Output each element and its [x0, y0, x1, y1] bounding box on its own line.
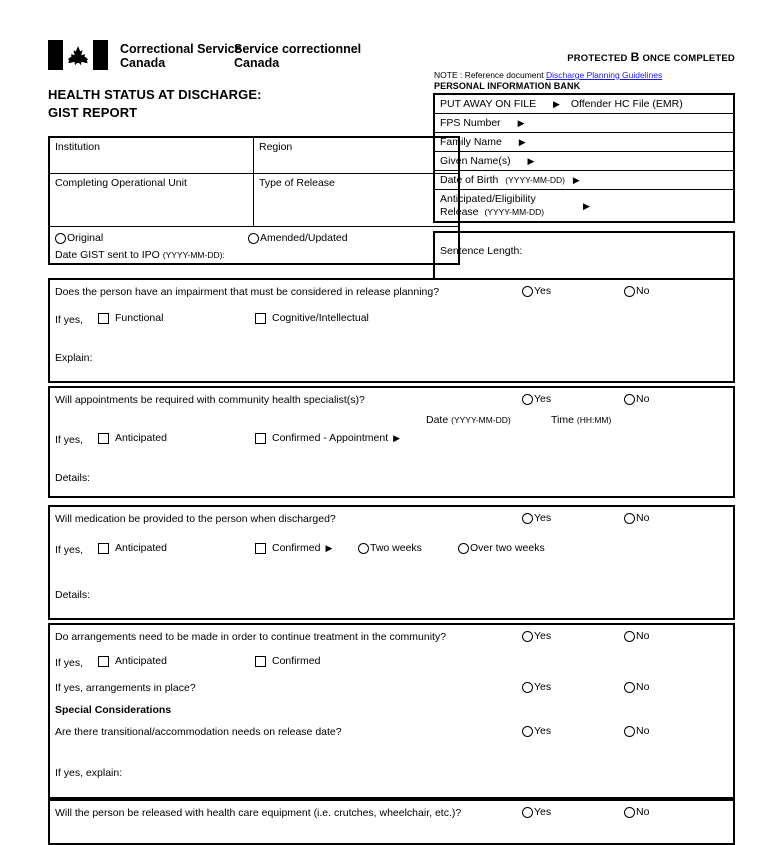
checkbox-label: Confirmed [272, 542, 321, 554]
section-equipment [48, 799, 735, 845]
medication-details-field[interactable] [55, 589, 90, 601]
radio-circle-icon [522, 726, 533, 737]
pib-row-put-away-on-file[interactable] [434, 94, 734, 114]
if-yes-label: If yes, [55, 544, 84, 556]
appointments-no-radio[interactable] [624, 393, 649, 405]
radio-amended-updated[interactable] [248, 232, 348, 245]
radio-circle-icon [522, 631, 533, 642]
impairment-cognitive-checkbox[interactable] [255, 312, 369, 324]
pib-label-line2: Release [440, 206, 479, 218]
wordmark-fr-line1: Service correctionnel [234, 42, 362, 56]
checkbox-icon [98, 656, 109, 667]
region-label: Region [259, 141, 293, 153]
institution-details-table [48, 136, 460, 265]
transitional-needs-no-radio[interactable] [624, 725, 649, 737]
pib-row-family-name[interactable] [434, 133, 734, 152]
date-label: Date [426, 414, 449, 426]
checkbox-icon [98, 313, 109, 324]
sentence-length-field[interactable] [434, 232, 734, 281]
impairment-yes-radio[interactable] [522, 285, 551, 297]
checkbox-icon [255, 543, 266, 554]
pib-format-hint: (YYYY-MM-DD) [505, 175, 565, 185]
appointment-date-label-group [426, 414, 511, 426]
no-label: No [636, 806, 650, 818]
wordmark-en-line2: Canada [120, 56, 166, 70]
table-row [434, 171, 734, 190]
no-label: No [636, 630, 650, 642]
type-of-release-field[interactable] [254, 174, 460, 227]
protected-suffix: ONCE COMPLETED [642, 53, 735, 64]
impairment-question: Does the person have an impairment that must be considered in release planning? [55, 286, 440, 298]
time-format: (HH:MM) [576, 415, 612, 425]
details-label: Details: [55, 589, 91, 601]
if-yes-label: If yes, [55, 657, 84, 669]
region-field[interactable] [254, 137, 460, 174]
yes-label: Yes [534, 512, 552, 524]
section-appointments [48, 386, 735, 498]
no-label: No [636, 285, 650, 297]
sentence-length-table [433, 231, 735, 282]
operational-unit-label: Completing Operational Unit [55, 177, 187, 189]
checkbox-label: Anticipated [115, 542, 167, 554]
personal-information-bank-heading: PERSONAL INFORMATION BANK [434, 81, 581, 91]
medication-confirmed-checkbox[interactable] [255, 542, 332, 554]
section-impairment [48, 278, 735, 383]
radio-original[interactable] [55, 232, 103, 245]
wordmark-french [234, 42, 361, 70]
section-medication [48, 505, 735, 620]
arrangements-in-place-no-radio[interactable] [624, 681, 649, 693]
arrangements-yes-radio[interactable] [522, 630, 551, 642]
sentence-length-label: Sentence Length: [440, 245, 523, 257]
table-row [434, 133, 734, 152]
equipment-yes-radio[interactable] [522, 806, 551, 818]
institution-label: Institution [55, 141, 100, 153]
wordmark-en-line1: Correctional Service [120, 42, 242, 56]
checkbox-icon [98, 433, 109, 444]
pib-label: Anticipated/Eligibility [440, 193, 536, 205]
triangle-marker-icon: ▶ [583, 201, 590, 211]
checkbox-label: Confirmed - Appointment [272, 432, 389, 444]
medication-yes-radio[interactable] [522, 512, 551, 524]
checkbox-label: Cognitive/Intellectual [272, 312, 369, 324]
table-row [49, 227, 459, 265]
pib-label: PUT AWAY ON FILE [440, 98, 537, 110]
radio-label: Two weeks [370, 542, 422, 554]
yes-label: Yes [534, 681, 552, 693]
operational-unit-field[interactable] [49, 174, 254, 227]
if-yes-label: If yes, [55, 314, 84, 326]
pib-format-hint: (YYYY-MM-DD) [484, 207, 545, 217]
radio-circle-icon [624, 682, 635, 693]
canada-flag-icon [48, 40, 108, 70]
triangle-marker-icon: ▶ [517, 118, 525, 128]
yes-label: Yes [534, 725, 552, 737]
pib-row-fps-number[interactable] [434, 114, 734, 133]
pib-label: Date of Birth [440, 174, 499, 186]
triangle-marker-icon: ▶ [572, 175, 580, 185]
impairment-explain-field[interactable] [55, 352, 92, 364]
medication-anticipated-checkbox[interactable] [98, 542, 167, 554]
medication-question: Will medication be provided to the person when discharged? [55, 513, 336, 525]
impairment-no-radio[interactable] [624, 285, 649, 297]
no-label: No [636, 393, 650, 405]
report-type-cell [49, 227, 459, 265]
explain-label: Explain: [55, 352, 93, 364]
radio-circle-icon [624, 726, 635, 737]
radio-circle-icon [458, 543, 469, 554]
yes-label: Yes [534, 630, 552, 642]
radio-label: Over two weeks [470, 542, 545, 554]
triangle-marker-icon: ▶ [518, 137, 526, 147]
radio-circle-icon [522, 807, 533, 818]
table-row [434, 94, 734, 114]
checkbox-icon [255, 433, 266, 444]
table-row [49, 137, 459, 174]
appointments-confirmed-checkbox[interactable] [255, 432, 400, 444]
page-title-line1: HEALTH STATUS AT DISCHARGE: [48, 87, 262, 102]
protected-prefix: PROTECTED [567, 53, 628, 64]
yes-label: Yes [534, 806, 552, 818]
radio-circle-icon [522, 682, 533, 693]
institution-field[interactable] [49, 137, 254, 174]
date-gist-label: Date GIST sent to IPO [55, 249, 160, 261]
if-yes-label: If yes, [55, 434, 84, 446]
medication-over-two-weeks-radio[interactable] [458, 542, 545, 554]
pib-row-given-names[interactable] [434, 152, 734, 171]
arrangements-anticipated-checkbox[interactable] [98, 655, 167, 667]
checkbox-icon [98, 543, 109, 554]
medication-two-weeks-radio[interactable] [358, 542, 422, 554]
arrangements-confirmed-checkbox[interactable] [255, 655, 320, 667]
wordmark-english [120, 42, 242, 70]
transitional-needs-explain-field[interactable] [55, 767, 122, 779]
triangle-marker-icon: ▶ [393, 432, 401, 443]
reference-note [434, 70, 662, 80]
appointments-yes-radio[interactable] [522, 393, 551, 405]
table-row [434, 152, 734, 171]
checkbox-label: Anticipated [115, 432, 167, 444]
arrangements-in-place-yes-radio[interactable] [522, 681, 551, 693]
appointments-question: Will appointments be required with community health specialist(s)? [55, 394, 365, 406]
details-label: Details: [55, 472, 91, 484]
radio-original-label: Original [67, 232, 104, 244]
table-row [49, 174, 459, 227]
page-title [48, 86, 262, 122]
date-format: (YYYY-MM-DD) [451, 415, 511, 425]
triangle-marker-icon: ▶ [553, 99, 560, 109]
no-label: No [636, 512, 650, 524]
personal-information-bank-table [433, 93, 735, 223]
radio-circle-icon [522, 513, 533, 524]
checkbox-label: Confirmed [272, 655, 321, 667]
reference-note-prefix: NOTE : Reference document [434, 70, 544, 80]
pib-label: Family Name [440, 136, 502, 148]
transitional-needs-yes-radio[interactable] [522, 725, 551, 737]
radio-amended-label: Amended/Updated [260, 232, 348, 244]
radio-circle-icon [55, 233, 66, 244]
table-row [434, 190, 734, 223]
arrangements-question: Do arrangements need to be made in order to continue treatment in the community? [55, 631, 447, 643]
time-label: Time [551, 414, 574, 426]
type-of-release-label: Type of Release [259, 177, 335, 189]
special-considerations-heading: Special Considerations [55, 704, 172, 716]
yes-label: Yes [534, 393, 552, 405]
wordmark-fr-line2: Canada [234, 56, 280, 70]
discharge-planning-guidelines-link[interactable]: Discharge Planning Guidelines [545, 70, 663, 80]
impairment-functional-checkbox[interactable] [98, 312, 163, 324]
table-row [434, 232, 734, 281]
table-row [434, 114, 734, 133]
date-gist-format: (YYYY-MM-DD): [162, 250, 225, 260]
pib-row-anticipated-release[interactable] [434, 190, 734, 223]
page-title-line2: GIST REPORT [48, 105, 138, 120]
pib-value: Offender HC File (EMR) [570, 98, 683, 110]
pib-row-date-of-birth[interactable] [434, 171, 734, 190]
radio-circle-icon [522, 286, 533, 297]
arrangements-in-place-question: If yes, arrangements in place? [55, 682, 196, 694]
radio-circle-icon [624, 513, 635, 524]
radio-circle-icon [522, 394, 533, 405]
yes-label: Yes [534, 285, 552, 297]
appointment-time-label-group [551, 414, 611, 426]
pib-label: Given Name(s) [440, 155, 511, 167]
triangle-marker-icon: ▶ [325, 542, 333, 553]
radio-circle-icon [248, 233, 259, 244]
checkbox-icon [255, 656, 266, 667]
appointments-anticipated-checkbox[interactable] [98, 432, 167, 444]
no-label: No [636, 725, 650, 737]
equipment-question: Will the person be released with health care equipment (i.e. crutches, wheelchair, etc.)? [55, 807, 462, 819]
appointments-details-field[interactable] [55, 472, 90, 484]
radio-circle-icon [624, 807, 635, 818]
date-gist-sent-field[interactable] [55, 249, 225, 262]
section-arrangements [48, 623, 735, 799]
radio-circle-icon [624, 394, 635, 405]
transitional-needs-question: Are there transitional/accommodation needs on release date? [55, 726, 342, 738]
no-label: No [636, 681, 650, 693]
radio-circle-icon [624, 631, 635, 642]
protected-marking [430, 50, 735, 64]
checkbox-icon [255, 313, 266, 324]
radio-circle-icon [358, 543, 369, 554]
checkbox-label: Anticipated [115, 655, 167, 667]
triangle-marker-icon: ▶ [527, 156, 535, 166]
equipment-no-radio[interactable] [624, 806, 649, 818]
radio-circle-icon [624, 286, 635, 297]
pib-label: FPS Number [440, 117, 501, 129]
protected-level: B [630, 50, 640, 64]
explain-label: If yes, explain: [55, 767, 123, 779]
medication-no-radio[interactable] [624, 512, 649, 524]
arrangements-no-radio[interactable] [624, 630, 649, 642]
checkbox-label: Functional [115, 312, 164, 324]
